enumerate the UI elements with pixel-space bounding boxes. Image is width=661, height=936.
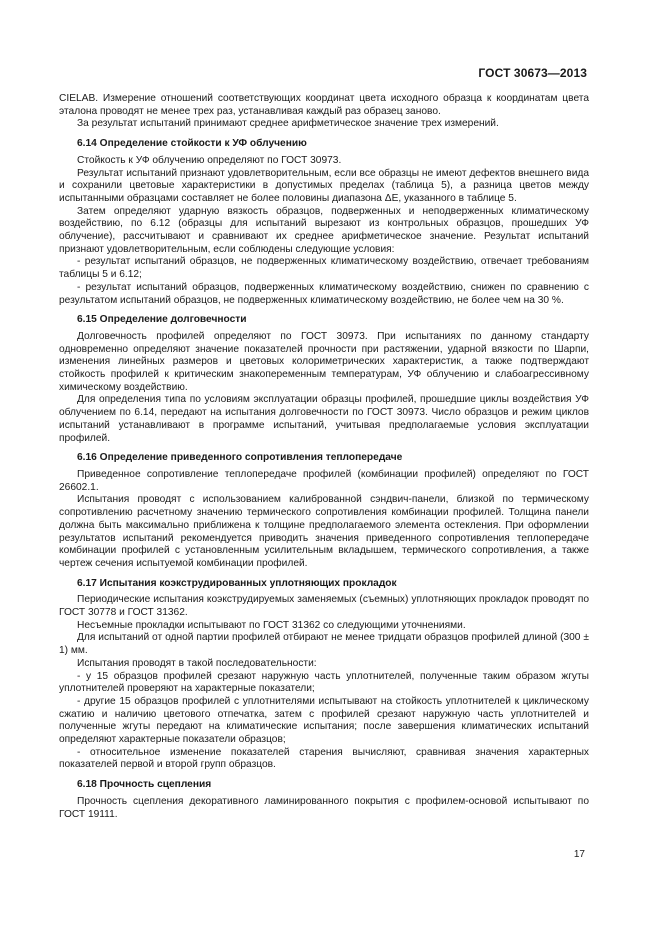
section-heading-6-18: 6.18 Прочность сцепления	[77, 779, 212, 791]
section-heading-6-16: 6.16 Определение приведенного сопротивления теплопередаче	[77, 452, 403, 464]
paragraph: Результат испытаний признают удовлетворительным, если все образцы не имеют дефектов внешнего вида и сохранили цветовые характеристики в допустимых пределах (таблица 5), а разница цветов между испытанными образцами составляет не более половины диапазона ΔE, указанного в таблице 5.	[59, 167, 589, 204]
section-heading-6-15: 6.15 Определение долговечности	[77, 314, 247, 326]
paragraph: Несъемные прокладки испытывают по ГОСТ 31362 со следующими уточнениями.	[77, 619, 466, 631]
list-item: - результат испытаний образцов, подверженных климатическому воздействию, снижен по сравнению с результатом испытаний образцов, не подверженных климатическому воздействию, не более чем на 30 %.	[59, 281, 589, 306]
paragraph: Испытания проводят с использованием калиброванной сэндвич-панели, близкой по термическому сопротивлению расчетному значению термического сопротивления комбинации профилей. Толщина панели должна быть максимально приближена к толщине предполагаемого элемента остекления. При оформлении результатов испытаний рекомендуется приводить значения приведенного сопротивления теплопередаче комбинации профилей с установленным усилительным вкладышем, термического сопротивления, а также чертеж сечения испытуемой комбинации профилей.	[59, 494, 589, 569]
paragraph: Испытания проводят в такой последовательности:	[77, 657, 317, 669]
paragraph: Прочность сцепления декоративного ламинированного покрытия с профилем-основой испытывают по ГОСТ 19111.	[59, 795, 589, 820]
paragraph: Долговечность профилей определяют по ГОСТ 30973. При испытаниях по данному стандарту одновременно определяют значение показателей прочности при растяжении, ударной вязкости по Шарпи, изменения линейных размеров и цветовых колориметрических характеристик, а также подтверждают стойкость профилей к критическим знакопеременным температурам, УФ облучению и слабоагрессивному химическому воздействию.	[59, 330, 589, 393]
paragraph: Стойкость к УФ облучению определяют по ГОСТ 30973.	[77, 154, 342, 166]
paragraph: Затем определяют ударную вязкость образцов, подверженных и неподверженных климатическому воздействию, по 6.12 (образцы для испытаний вырезают из контрольных образцов, прошедших УФ облучение), рассчитывают и сравнивают их среднее арифметическое значение. Результат испытаний признают удовлетворительным, если соблюдены следующие условия:	[59, 205, 589, 255]
list-item: - другие 15 образцов профилей с уплотнителями испытывают на стойкость уплотнителей к циклическому сжатию и наличию цветового отпечатка, затем с профилей срезают наружную часть уплотнителей и полученные жгуты передают на климатические испытания; после завершения климатических испытаний определяют характерные показатели образцов;	[59, 695, 589, 746]
page-number: 17	[573, 849, 585, 860]
paragraph: Для определения типа по условиям эксплуатации образцы профилей, прошедшие циклы воздействия УФ облучением по 6.14, передают на испытания долговечности по ГОСТ 30973. Число образцов и режим циклов испытаний устанавливают в программе испытаний, учитывая предполагаемые условия эксплуатации профилей.	[59, 394, 589, 444]
list-item: - у 15 образцов профилей срезают наружную часть уплотнителей, полученные таким образом жгуты уплотнителей проверяют на характерные показатели;	[59, 670, 589, 695]
paragraph: Приведенное сопротивление теплопередаче профилей (комбинации профилей) определяют по ГОСТ 26602.1.	[59, 468, 589, 493]
intro-paragraph: CIELAB. Измерение отношений соответствующих координат цвета исходного образца к координатам цвета эталона проводят не менее трех раз, устанавливая каждый раз образец заново.	[59, 93, 589, 117]
list-item: - результат испытаний образцов, не подверженных климатическому воздействию, отвечает требованиям таблицы 5 и 6.12;	[59, 256, 589, 281]
section-heading-6-14: 6.14 Определение стойкости к УФ облучению	[77, 138, 307, 150]
paragraph: Для испытаний от одной партии профилей отбирают не менее тридцати образцов профилей длиной (300 ± 1) мм.	[59, 632, 589, 657]
list-item: - относительное изменение показателей старения вычисляют, сравнивая значения характерных показателей первой и второй групп образцов.	[59, 746, 589, 771]
paragraph: Периодические испытания коэкструдируемых заменяемых (съемных) уплотняющих прокладок проводят по ГОСТ 30778 и ГОСТ 31362.	[59, 594, 589, 619]
document-header: ГОСТ 30673—2013	[478, 66, 587, 80]
intro-paragraph: За результат испытаний принимают среднее арифметическое значение трех измерений.	[77, 118, 499, 130]
section-heading-6-17: 6.17 Испытания коэкструдированных уплотняющих прокладок	[77, 577, 397, 589]
document-body	[59, 93, 589, 821]
